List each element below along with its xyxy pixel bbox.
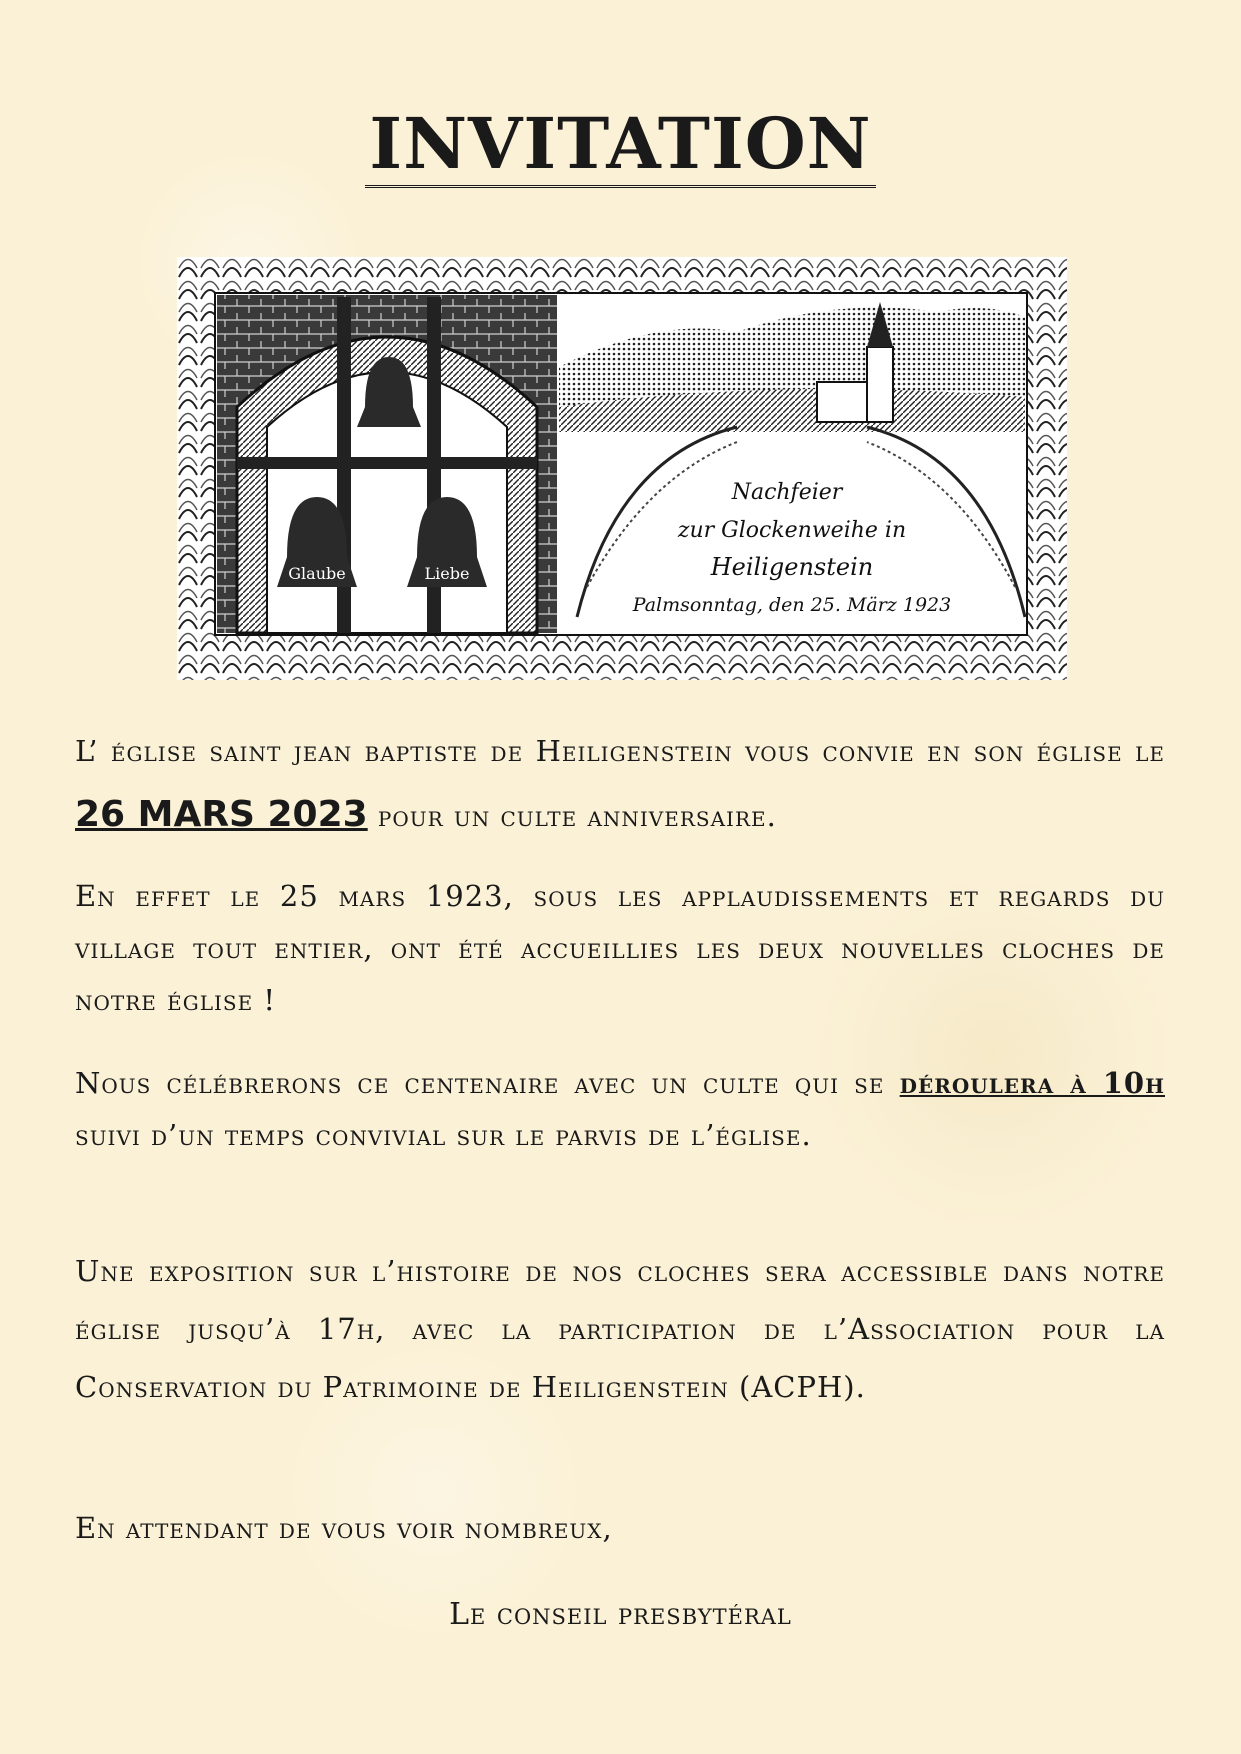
caption-line-2: zur Glockenweihe in xyxy=(677,518,907,543)
caption-line-4: Palmsonntag, den 25. März 1923 xyxy=(632,594,952,616)
event-date: 26 MARS 2023 xyxy=(75,794,368,835)
service-time: déroulera à 10h xyxy=(899,1066,1165,1100)
paragraph-service xyxy=(75,1057,1165,1161)
p3-text-end: suivi d’un temps convivial sur le parvis de l’église. xyxy=(75,1118,812,1152)
caption-line-1: Nachfeier xyxy=(731,480,843,505)
bell-label-glaube: Glaube xyxy=(288,564,346,583)
page-title xyxy=(0,104,1241,184)
paragraph-closing: En attendant de vous voir nombreux, xyxy=(75,1511,613,1545)
bell-label-liebe: Liebe xyxy=(424,564,470,583)
paragraph-invitation xyxy=(75,720,1165,848)
p3-text-start: Nous célébrerons ce centenaire avec un culte qui se xyxy=(75,1066,900,1100)
caption-line-3: Heiligenstein xyxy=(710,553,874,581)
p1-text-end: pour un culte anniversaire. xyxy=(367,799,777,833)
paragraph-exhibition: Une exposition sur l’histoire de nos cloches sera accessible dans notre église jusqu’à 17h, avec la participation de l’Association pour la Conservation du Patrimoine de Heiligenstein (ACPH). xyxy=(75,1254,1165,1404)
p1-text-start: L’ église saint jean baptiste de Heiligenstein vous convie en son église le xyxy=(75,734,1165,768)
bell-engraving-image xyxy=(177,257,1067,680)
title-text: INVITATION xyxy=(365,102,875,188)
paragraph-history: En effet le 25 mars 1923, sous les applaudissements et regards du village tout entier, ont été accueillies les deux nouvelles cloches de notre église ! xyxy=(75,879,1165,1017)
signature: Le conseil presbytéral xyxy=(449,1597,792,1632)
